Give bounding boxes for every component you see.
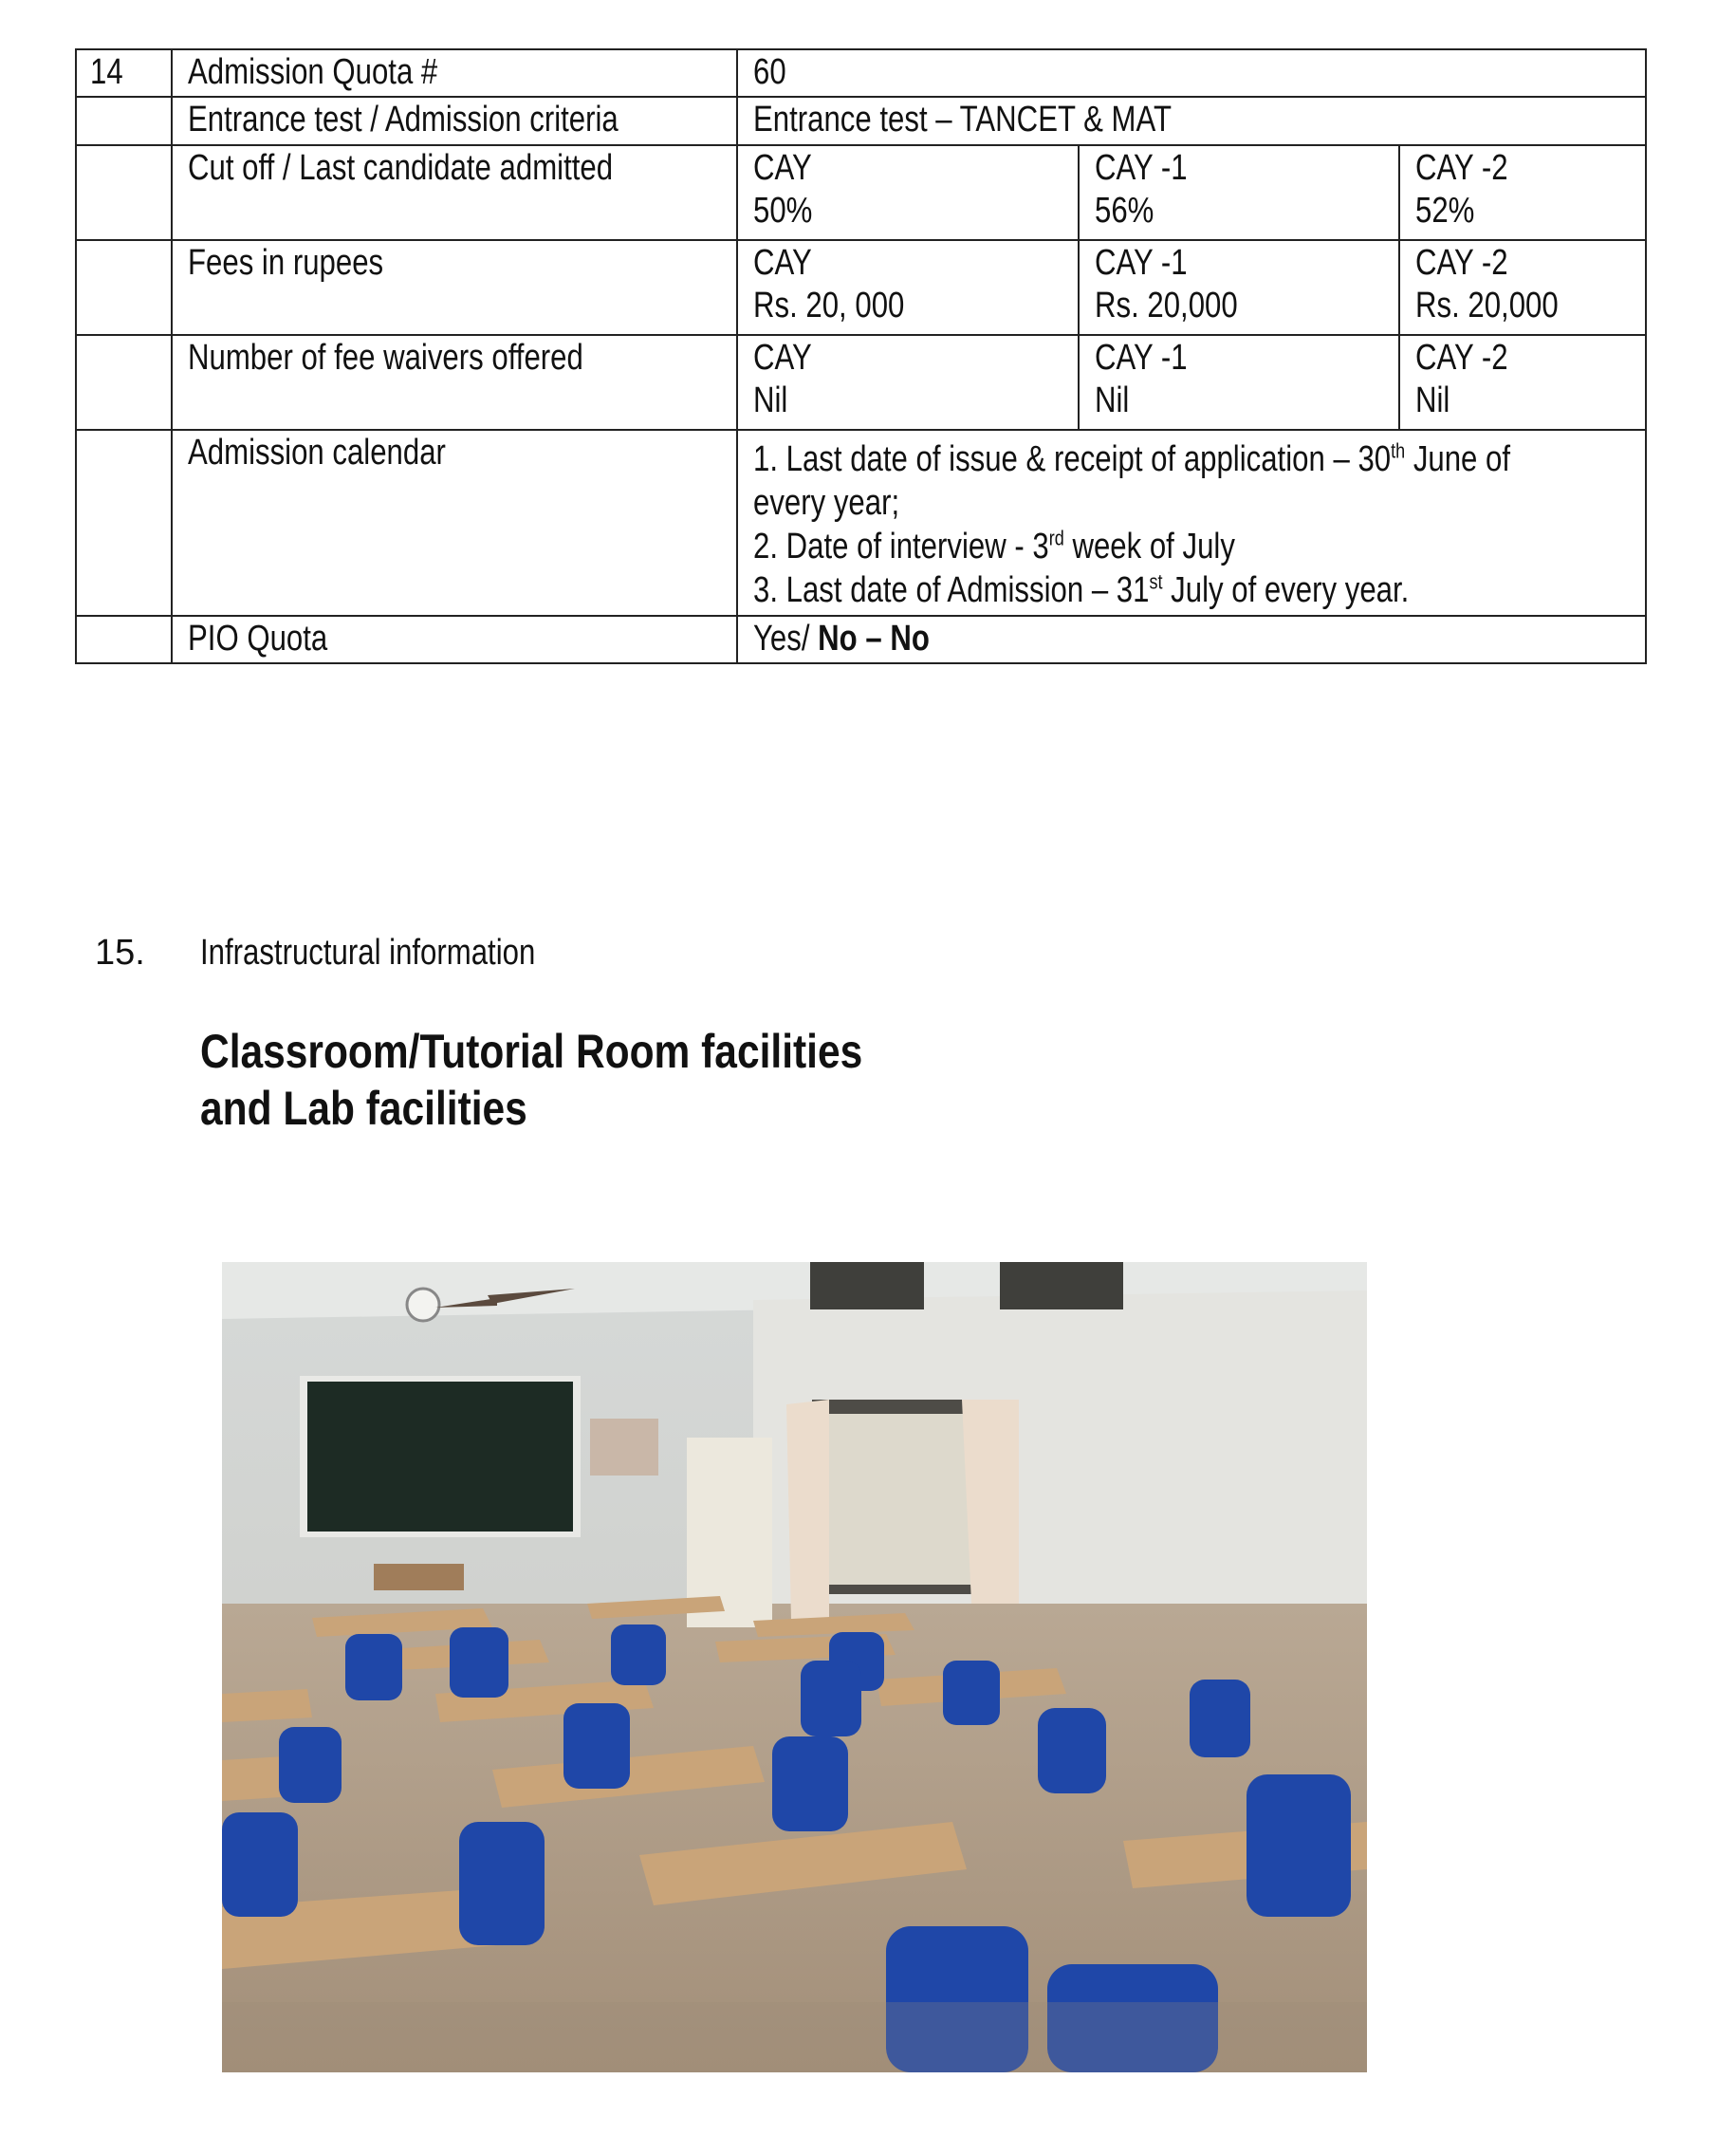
calendar-value: 1. Last date of issue & receipt of application – 30th June of every year; 2. Date of interview - 3rd week of July 3. Last date of Admission – 31st July of every year. (737, 430, 1646, 616)
entrance-label: Entrance test / Admission criteria (172, 97, 737, 145)
admission-quota-label: Admission Quota # (172, 49, 737, 97)
cutoff-cay1: CAY -1 56% (1078, 146, 1398, 239)
pio-value: Yes/ No – No (737, 616, 1646, 663)
fees-label: Fees in rupees (172, 240, 737, 335)
admission-table (75, 48, 1647, 664)
pio-label: PIO Quota (172, 616, 737, 663)
row-number: 14 (76, 49, 172, 97)
cutoff-label: Cut off / Last candidate admitted (172, 145, 737, 240)
waivers-cay1: CAY -1 Nil (1078, 336, 1398, 429)
section-label: Infrastructural information (200, 933, 536, 973)
section-heading: Classroom/Tutorial Room facilities and Lab facilities (200, 1025, 863, 1135)
fees-cay: CAY Rs. 20, 000 (753, 243, 905, 325)
calendar-label: Admission calendar (172, 430, 737, 616)
entrance-value: Entrance test – TANCET & MAT (737, 97, 1646, 145)
table-row (76, 145, 1646, 240)
section-number: 15. (95, 933, 145, 973)
admission-quota-value: 60 (737, 49, 1646, 97)
fees-cay1: CAY -1 Rs. 20,000 (1078, 241, 1398, 334)
table-row (76, 430, 1646, 616)
table-row (76, 49, 1646, 97)
cutoff-cay2: CAY -2 52% (1398, 146, 1528, 239)
classroom-photo (222, 1262, 1367, 2072)
table-row (76, 335, 1646, 430)
table-row (76, 616, 1646, 663)
waivers-label: Number of fee waivers offered (172, 335, 737, 430)
table-row (76, 97, 1646, 145)
waivers-cay2: CAY -2 Nil (1398, 336, 1528, 429)
fees-cay2: CAY -2 Rs. 20,000 (1398, 241, 1590, 334)
waivers-cay: CAY Nil (753, 338, 812, 420)
cutoff-cay: CAY 50% (753, 148, 813, 231)
table-row (76, 240, 1646, 335)
